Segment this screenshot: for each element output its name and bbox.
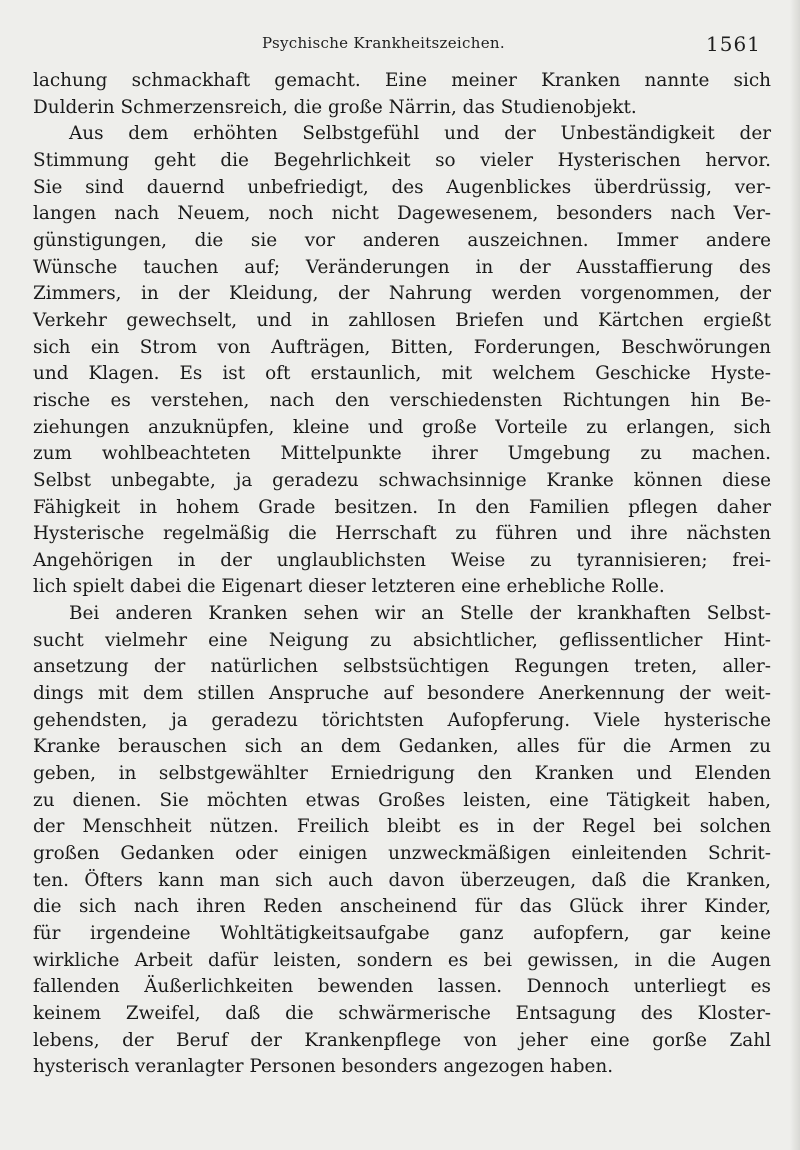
text-line: ten. Öfters kann man sich auch davon überzeugen, daß die Kranken, xyxy=(33,869,771,891)
text-line: dings mit dem stillen Anspruche auf besondere Anerkennung der weit- xyxy=(33,683,771,705)
text-line: großen Gedanken oder einigen unzweckmäßigen einleitenden Schrit- xyxy=(33,843,771,865)
text-line: hysterisch veranlagter Personen besonders angezogen haben. xyxy=(33,1056,614,1078)
text-line: günstigungen, die sie vor anderen auszeichnen. Immer andere xyxy=(33,229,771,251)
text-line: Selbst unbegabte, ja geradezu schwachsinnige Kranke können diese xyxy=(33,469,771,491)
text-line: Dulderin Schmerzensreich, die große Närrin, das Studienobjekt. xyxy=(33,96,637,118)
text-line: Bei anderen Kranken sehen wir an Stelle der krankhaften Selbst- xyxy=(69,603,771,625)
body-text xyxy=(33,68,771,1081)
text-line: Aus dem erhöhten Selbstgefühl und der Unbeständigkeit der xyxy=(69,123,771,145)
text-line: fallenden Äußerlichkeiten bewenden lassen. Dennoch unterliegt es xyxy=(33,976,771,998)
text-line: für irgendeine Wohltätigkeitsaufgabe ganz aufopfern, gar keine xyxy=(33,923,771,944)
page-edge-shadow xyxy=(790,0,800,1150)
text-line: lebens, der Beruf der Krankenpflege von jeher eine gorße Zahl xyxy=(33,1029,771,1051)
text-line: geben, in selbstgewählter Erniedrigung den Kranken und Elenden xyxy=(33,763,771,785)
text-line: sucht vielmehr eine Neigung zu absichtlicher, geflissentlicher Hint- xyxy=(33,629,771,651)
text-line: Wünsche tauchen auf; Veränderungen in der Ausstaffierung des xyxy=(33,256,771,278)
text-line: Angehörigen in der unglaublichsten Weise zu tyrannisieren; frei- xyxy=(33,549,771,571)
text-line: die sich nach ihren Reden anscheinend für das Glück ihrer Kinder, xyxy=(33,896,771,918)
text-line: Verkehr gewechselt, und in zahllosen Briefen und Kärtchen ergießt xyxy=(33,309,771,331)
text-line: der Menschheit nützen. Freilich bleibt es in der Regel bei solchen xyxy=(33,816,771,838)
text-line: wirkliche Arbeit dafür leisten, sondern es bei gewissen, in die Augen xyxy=(33,949,771,971)
text-line: Stimmung geht die Begehrlichkeit so vieler Hysterischen hervor. xyxy=(33,149,771,171)
text-line: und Klagen. Es ist oft erstaunlich, mit welchem Geschicke Hyste- xyxy=(33,363,771,385)
text-line: lachung schmackhaft gemacht. Eine meiner Kranken nannte sich xyxy=(33,70,771,91)
page-number: 1561 xyxy=(706,32,761,56)
text-line: ziehungen anzuknüpfen, kleine und große Vorteile zu erlangen, sich xyxy=(33,416,771,438)
text-line: Zimmers, in der Kleidung, der Nahrung werden vorgenommen, der xyxy=(33,283,771,305)
text-line: zum wohlbeachteten Mittelpunkte ihrer Umgebung zu machen. xyxy=(33,443,771,465)
text-line: Kranke berauschen sich an dem Gedanken, alles für die Armen zu xyxy=(33,736,771,758)
text-line: gehendsten, ja geradezu törichtsten Aufopferung. Viele hysterische xyxy=(33,709,771,731)
text-line: sich ein Strom von Aufträgen, Bitten, Forderungen, Beschwörungen xyxy=(33,336,771,358)
text-line: Sie sind dauernd unbefriedigt, des Augenblickes überdrüssig, ver- xyxy=(33,176,771,198)
text-line: Hysterische regelmäßig die Herrschaft zu führen und ihre nächsten xyxy=(33,523,771,545)
text-line: langen nach Neuem, noch nicht Dagewesenem, besonders nach Ver- xyxy=(33,203,771,225)
text-line: keinem Zweifel, daß die schwärmerische Entsagung des Kloster- xyxy=(33,1002,771,1024)
running-title: Psychische Krankheitszeichen. xyxy=(262,34,505,52)
text-line: zu dienen. Sie möchten etwas Großes leisten, eine Tätigkeit haben, xyxy=(33,789,771,811)
text-line: rische es verstehen, nach den verschiedensten Richtungen hin Be- xyxy=(33,389,771,411)
text-line: ansetzung der natürlichen selbstsüchtigen Regungen treten, aller- xyxy=(33,656,771,678)
text-line: lich spielt dabei die Eigenart dieser letzteren eine erhebliche Rolle. xyxy=(33,576,665,598)
text-line: Fähigkeit in hohem Grade besitzen. In den Familien pflegen daher xyxy=(33,496,771,518)
